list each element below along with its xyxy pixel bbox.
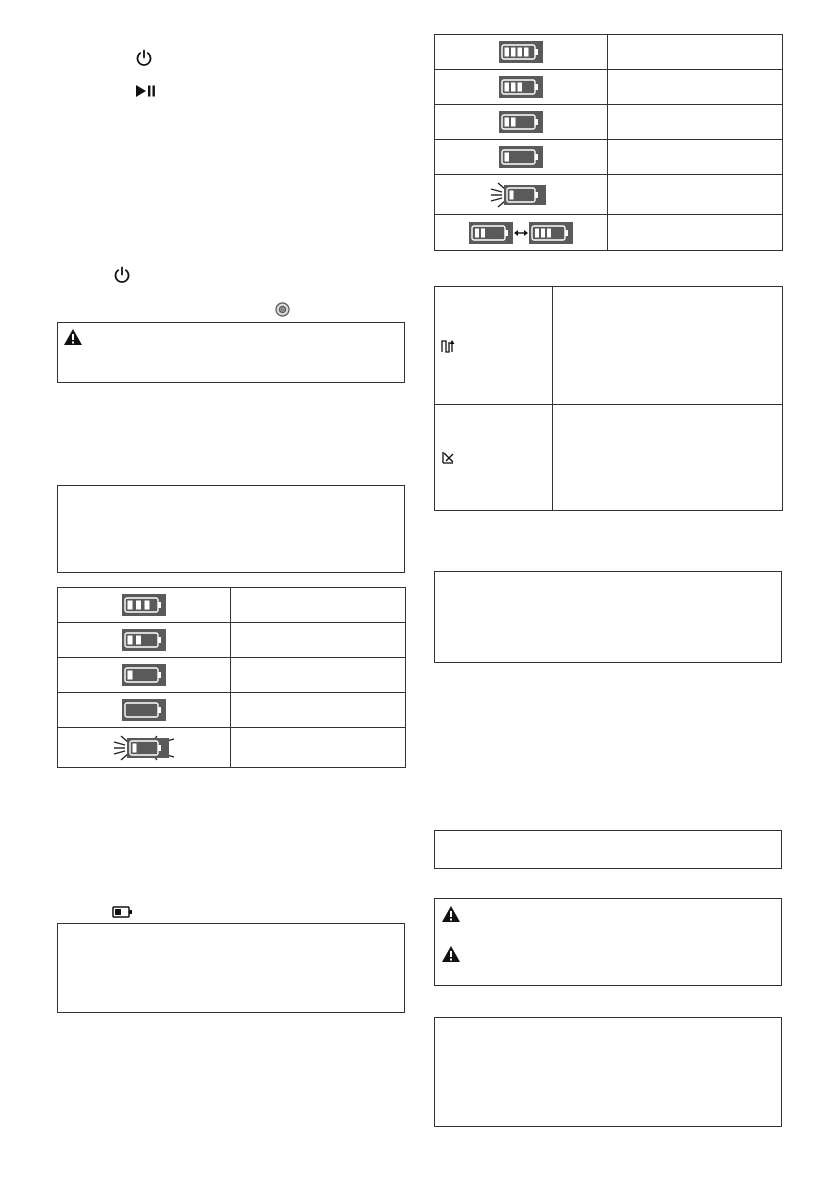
battery-bar [136,636,141,645]
battery-2-bars-icon [122,629,166,651]
note-box [434,830,782,869]
status-cell [608,35,783,70]
table-row [435,35,783,70]
battery-3-bars-icon [122,594,166,616]
battery-empty-icon [122,699,166,721]
status-cell [231,658,406,693]
table-row [58,658,406,693]
battery-bar [505,48,510,57]
table-row [435,105,783,140]
status-cell [231,693,406,728]
status-cell [231,588,406,623]
battery-bar [511,118,516,127]
power-icon [113,266,131,284]
battery-charge-table [434,34,783,251]
battery-bar [518,48,523,57]
protection-description [553,287,783,405]
protection-table [434,286,783,511]
warning-triangle-icon [441,905,461,923]
table-row [58,623,406,658]
power-icon [135,49,153,67]
battery-indicator-table [57,587,406,768]
battery-bar [128,671,133,680]
caution-box [57,322,405,383]
status-cell [231,728,406,768]
warning-triangle-icon [63,328,83,346]
battery-blinking-icon [490,180,552,210]
overload-protection-icon [441,339,457,353]
status-cell [231,623,406,658]
play-pause-icon [135,84,157,98]
battery-bar [511,83,516,92]
status-cell [608,140,783,175]
status-cell [608,105,783,140]
table-row [435,175,783,215]
battery-bar [128,601,133,610]
battery-bar [505,83,510,92]
battery-bar [505,153,510,162]
note-box [57,923,405,1013]
status-cell [608,215,783,251]
battery-bar [128,636,133,645]
table-row [58,693,406,728]
table-row [58,588,406,623]
battery-3-bars-icon [499,76,543,98]
battery-1-bar-icon [122,664,166,686]
battery-low-icon [112,906,133,918]
battery-blinking-icon [113,733,175,763]
note-box [434,1017,782,1127]
battery-bar [136,601,141,610]
battery-bar [518,83,523,92]
battery-bar [505,118,510,127]
table-row [58,728,406,768]
table-row [435,287,783,405]
table-row [435,215,783,251]
battery-4-bars-icon [499,41,543,63]
status-cell [608,70,783,105]
note-box [434,571,782,663]
table-row [435,70,783,105]
note-box [57,485,405,573]
battery-2-bars-icon [499,111,543,133]
battery-bar [145,601,150,610]
battery-1-bar-icon [499,146,543,168]
battery-bar [524,48,529,57]
caution-box [434,898,782,986]
table-row [435,140,783,175]
status-cell [608,175,783,215]
battery-alternating-icon [469,222,573,244]
overheat-protection-icon [441,451,455,464]
table-row [435,405,783,511]
battery-bar [511,48,516,57]
protection-description [553,405,783,511]
round-button-icon [275,302,290,317]
warning-triangle-icon [441,945,461,963]
